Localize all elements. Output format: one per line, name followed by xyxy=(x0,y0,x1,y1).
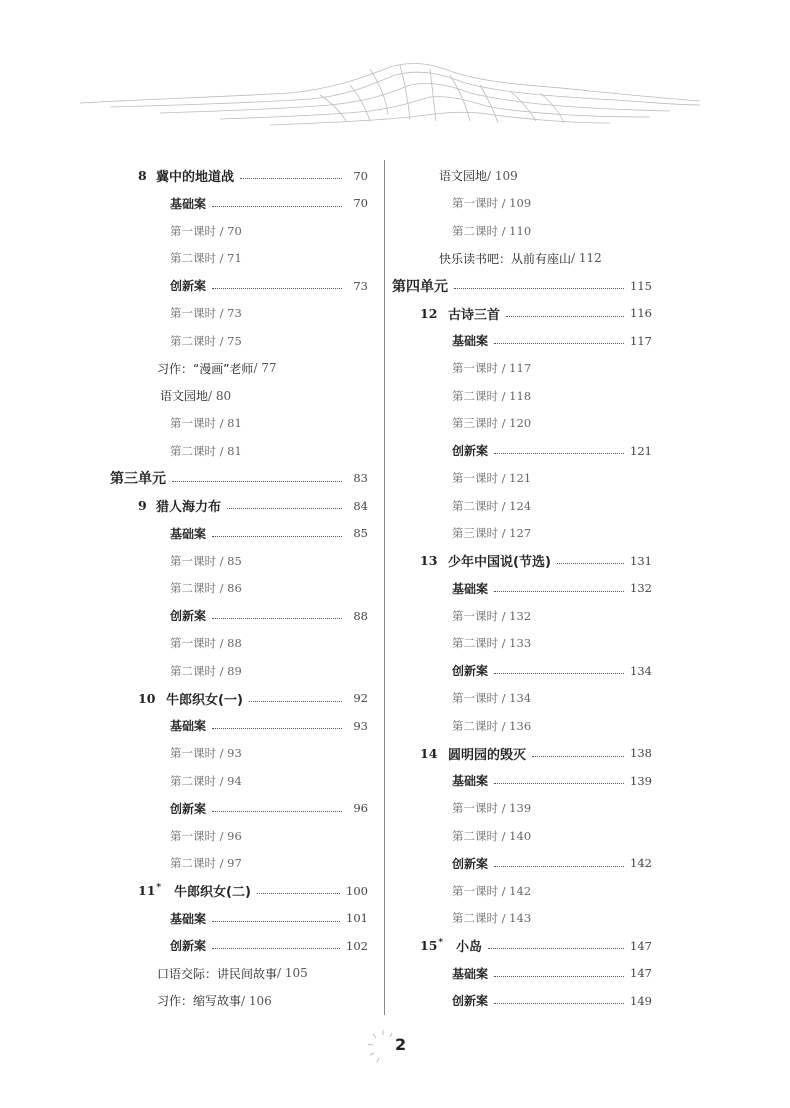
toc-part-entry[interactable] xyxy=(392,657,652,685)
page-ref: 147 xyxy=(630,966,652,981)
lesson-number-text: 14 xyxy=(420,745,438,761)
lesson-number xyxy=(420,306,448,321)
lesson-title: 少年中国说(节选) xyxy=(448,555,551,571)
page-ref: 93 xyxy=(353,718,368,733)
lesson-number xyxy=(420,553,448,568)
period-text: 第二课时 / 110 xyxy=(452,223,532,238)
toc-period-entry[interactable] xyxy=(392,492,652,520)
toc-extra-entry[interactable] xyxy=(110,355,368,383)
dot-leader xyxy=(494,673,624,674)
unit-title: 第四单元 xyxy=(392,278,448,295)
page-ref: 100 xyxy=(346,883,368,898)
page-ref: 138 xyxy=(630,746,652,761)
period-text: 第一课时 / 117 xyxy=(452,361,532,376)
lesson-number-text: 15 xyxy=(420,938,438,954)
lesson-number xyxy=(138,498,156,513)
page-ref: 102 xyxy=(346,938,368,953)
toc-period-entry[interactable] xyxy=(392,685,652,713)
dot-leader xyxy=(494,591,624,592)
period-text: 第二课时 / 136 xyxy=(452,718,532,733)
toc-period-entry[interactable] xyxy=(392,877,652,905)
toc-part-entry[interactable] xyxy=(110,712,368,740)
part-title: 基础案 xyxy=(170,196,207,211)
dot-leader xyxy=(506,316,624,317)
part-title: 基础案 xyxy=(452,334,489,349)
dot-leader xyxy=(494,453,624,454)
toc-period-entry[interactable] xyxy=(110,300,368,328)
toc-period-entry[interactable] xyxy=(392,822,652,850)
lesson-title: 冀中的地道战 xyxy=(156,170,235,186)
page-ref: 92 xyxy=(353,691,368,706)
page-ref: 70 xyxy=(353,196,368,211)
extra-title: 语文园地 xyxy=(439,169,488,184)
toc-period-entry[interactable] xyxy=(110,657,368,685)
toc-part-entry[interactable] xyxy=(110,272,368,300)
dot-leader xyxy=(227,508,342,509)
part-title: 创新案 xyxy=(170,609,207,624)
toc-lesson-entry[interactable] xyxy=(392,300,652,328)
period-text: 第一课时 / 96 xyxy=(170,828,242,843)
toc-period-entry[interactable] xyxy=(110,410,368,438)
lesson-number-text: 12 xyxy=(420,305,438,321)
page-ref: / 109 xyxy=(487,168,518,183)
toc-period-entry[interactable] xyxy=(392,382,652,410)
toc-part-entry[interactable] xyxy=(110,520,368,548)
page-ref: 85 xyxy=(353,526,368,541)
dot-leader xyxy=(212,288,342,289)
lesson-number-text: 11 xyxy=(138,883,156,899)
period-text: 第二课时 / 140 xyxy=(452,828,532,843)
extra-title: 快乐读书吧：从前有座山 xyxy=(439,251,572,266)
toc-extra-entry[interactable] xyxy=(110,382,368,410)
dot-leader xyxy=(212,948,340,949)
period-text: 第二课时 / 71 xyxy=(170,251,242,266)
toc-period-entry[interactable] xyxy=(392,190,652,218)
lesson-number xyxy=(138,168,156,183)
toc-period-entry[interactable] xyxy=(392,465,652,493)
toc-extra-entry[interactable] xyxy=(110,960,368,988)
mountain-landscape-illustration xyxy=(70,55,710,145)
period-text: 第二课时 / 124 xyxy=(452,498,532,513)
toc-right-column xyxy=(392,162,652,1015)
page-ref: 115 xyxy=(630,278,652,293)
toc-period-entry[interactable] xyxy=(392,217,652,245)
lesson-number-text: 10 xyxy=(138,690,156,706)
dot-leader xyxy=(532,756,624,757)
dot-leader xyxy=(172,481,342,482)
period-text: 第二课时 / 94 xyxy=(170,773,242,788)
toc-period-entry[interactable] xyxy=(110,547,368,575)
toc-extra-entry[interactable] xyxy=(392,245,652,273)
toc-period-entry[interactable] xyxy=(392,630,652,658)
part-title: 基础案 xyxy=(452,581,489,596)
toc-part-entry[interactable] xyxy=(392,327,652,355)
page-ref: / 105 xyxy=(277,966,308,981)
optional-star-mark: * xyxy=(156,883,162,894)
lesson-number xyxy=(138,883,174,898)
period-text: 第一课时 / 73 xyxy=(170,306,242,321)
toc-lesson-entry[interactable] xyxy=(110,685,368,713)
toc-part-entry[interactable] xyxy=(392,437,652,465)
dot-leader xyxy=(212,618,342,619)
lesson-title: 圆明园的毁灭 xyxy=(448,747,527,763)
toc-period-entry[interactable] xyxy=(110,327,368,355)
part-title: 创新案 xyxy=(170,939,207,954)
lesson-number-text: 8 xyxy=(138,168,147,184)
extra-title: 口语交际：讲民间故事 xyxy=(157,966,278,981)
toc-lesson-entry[interactable] xyxy=(110,162,368,190)
column-divider xyxy=(384,160,385,1015)
page-ref: 116 xyxy=(630,306,652,321)
lesson-title: 小岛 xyxy=(456,940,483,956)
toc-period-entry[interactable] xyxy=(392,795,652,823)
period-text: 第一课时 / 142 xyxy=(452,883,532,898)
toc-period-entry[interactable] xyxy=(110,630,368,658)
toc-period-entry[interactable] xyxy=(392,602,652,630)
page-ref: / 106 xyxy=(241,993,272,1008)
dot-leader xyxy=(454,288,624,289)
period-text: 第一课时 / 70 xyxy=(170,223,242,238)
part-title: 创新案 xyxy=(452,664,489,679)
toc-period-entry[interactable] xyxy=(392,520,652,548)
toc-part-entry[interactable] xyxy=(392,575,652,603)
period-text: 第二课时 / 118 xyxy=(452,388,532,403)
toc-part-entry[interactable] xyxy=(110,905,368,933)
part-title: 创新案 xyxy=(452,856,489,871)
page-ref: 139 xyxy=(630,773,652,788)
lesson-title: 牛郎织女(二) xyxy=(174,885,251,901)
page-ref: 88 xyxy=(353,608,368,623)
toc-extra-entry[interactable] xyxy=(110,987,368,1015)
toc-part-entry[interactable] xyxy=(110,190,368,218)
page-ref: 84 xyxy=(353,498,368,513)
dot-leader xyxy=(212,921,340,922)
toc-period-entry[interactable] xyxy=(110,217,368,245)
extra-title: 语文园地 xyxy=(160,389,209,404)
part-title: 创新案 xyxy=(452,444,489,459)
toc-part-entry[interactable] xyxy=(392,960,652,988)
dot-leader xyxy=(212,536,342,537)
lesson-number xyxy=(138,691,166,706)
period-text: 第二课时 / 81 xyxy=(170,443,242,458)
optional-star-mark: * xyxy=(438,938,444,949)
toc-period-entry[interactable] xyxy=(110,767,368,795)
page-ref: 83 xyxy=(353,471,368,486)
toc-part-entry[interactable] xyxy=(392,767,652,795)
page-ref: 96 xyxy=(353,801,368,816)
period-text: 第一课时 / 93 xyxy=(170,746,242,761)
dot-leader xyxy=(249,701,342,702)
toc-lesson-entry[interactable] xyxy=(392,740,652,768)
toc-period-entry[interactable] xyxy=(392,712,652,740)
dot-leader xyxy=(488,948,624,949)
period-text: 第二课时 / 133 xyxy=(452,636,532,651)
period-text: 第一课时 / 81 xyxy=(170,416,242,431)
toc-period-entry[interactable] xyxy=(392,905,652,933)
period-text: 第二课时 / 97 xyxy=(170,856,242,871)
page-ref: / 77 xyxy=(253,361,277,376)
toc-unit-entry[interactable] xyxy=(110,465,368,493)
page-ref: 101 xyxy=(346,911,368,926)
toc-extra-entry[interactable] xyxy=(392,162,652,190)
lesson-number-text: 9 xyxy=(138,498,147,514)
toc-lesson-entry[interactable] xyxy=(110,877,368,905)
dot-leader xyxy=(212,728,342,729)
lesson-title: 牛郎织女(一) xyxy=(166,692,243,708)
part-title: 基础案 xyxy=(452,774,489,789)
toc-left-column xyxy=(110,162,368,1015)
toc-period-entry[interactable] xyxy=(392,355,652,383)
dot-leader xyxy=(494,343,624,344)
period-text: 第二课时 / 86 xyxy=(170,581,242,596)
toc-period-entry[interactable] xyxy=(110,740,368,768)
dot-leader xyxy=(494,783,624,784)
period-text: 第一课时 / 121 xyxy=(452,471,532,486)
toc-period-entry[interactable] xyxy=(110,245,368,273)
toc-period-entry[interactable] xyxy=(110,822,368,850)
page-ref: 73 xyxy=(353,278,368,293)
toc-unit-entry[interactable] xyxy=(392,272,652,300)
toc-period-entry[interactable] xyxy=(110,437,368,465)
period-text: 第三课时 / 120 xyxy=(452,416,532,431)
page-ref: 142 xyxy=(630,856,652,871)
unit-title: 第三单元 xyxy=(110,471,166,488)
toc-part-entry[interactable] xyxy=(392,850,652,878)
toc-part-entry[interactable] xyxy=(392,987,652,1015)
period-text: 第一课时 / 139 xyxy=(452,801,532,816)
page-ref: 117 xyxy=(630,333,652,348)
page-number: 2 xyxy=(395,1035,407,1054)
dot-leader xyxy=(212,811,342,812)
page-ref: 132 xyxy=(630,581,652,596)
toc-lesson-entry[interactable] xyxy=(392,932,652,960)
part-title: 基础案 xyxy=(452,966,489,981)
page-ref: / 112 xyxy=(571,251,602,266)
toc-part-entry[interactable] xyxy=(110,602,368,630)
lesson-number xyxy=(420,746,448,761)
toc-period-entry[interactable] xyxy=(110,850,368,878)
page-ref: 121 xyxy=(630,443,652,458)
part-title: 创新案 xyxy=(452,994,489,1009)
lesson-title: 古诗三首 xyxy=(448,307,501,323)
page-ref: 131 xyxy=(630,553,652,568)
part-title: 基础案 xyxy=(170,719,207,734)
dot-leader xyxy=(494,976,624,977)
part-title: 基础案 xyxy=(170,526,207,541)
lesson-number-text: 13 xyxy=(420,553,438,569)
period-text: 第二课时 / 75 xyxy=(170,333,242,348)
toc-part-entry[interactable] xyxy=(110,795,368,823)
toc-period-entry[interactable] xyxy=(110,575,368,603)
toc-period-entry[interactable] xyxy=(392,410,652,438)
dot-leader xyxy=(212,206,342,207)
dot-leader xyxy=(494,866,624,867)
period-text: 第三课时 / 127 xyxy=(452,526,532,541)
page-ref: 134 xyxy=(630,663,652,678)
toc-lesson-entry[interactable] xyxy=(110,492,368,520)
lesson-title: 猎人海力布 xyxy=(156,500,222,516)
lesson-number xyxy=(420,938,456,953)
part-title: 创新案 xyxy=(170,279,207,294)
period-text: 第一课时 / 134 xyxy=(452,691,532,706)
toc-part-entry[interactable] xyxy=(110,932,368,960)
page-ref: 70 xyxy=(353,168,368,183)
period-text: 第一课时 / 85 xyxy=(170,553,242,568)
toc-lesson-entry[interactable] xyxy=(392,547,652,575)
dot-leader xyxy=(557,563,624,564)
period-text: 第二课时 / 143 xyxy=(452,911,532,926)
period-text: 第一课时 / 132 xyxy=(452,608,532,623)
dot-leader xyxy=(240,178,342,179)
dot-leader xyxy=(494,1003,624,1004)
part-title: 基础案 xyxy=(170,911,207,926)
page-ref: 149 xyxy=(630,993,652,1008)
dot-leader xyxy=(257,893,340,894)
period-text: 第一课时 / 109 xyxy=(452,196,532,211)
extra-title: 习作：“漫画”老师 xyxy=(157,361,254,376)
period-text: 第二课时 / 89 xyxy=(170,663,242,678)
page-ref: / 80 xyxy=(208,388,232,403)
period-text: 第一课时 / 88 xyxy=(170,636,242,651)
extra-title: 习作：缩写故事 xyxy=(157,994,242,1009)
part-title: 创新案 xyxy=(170,801,207,816)
page-ref: 147 xyxy=(630,938,652,953)
